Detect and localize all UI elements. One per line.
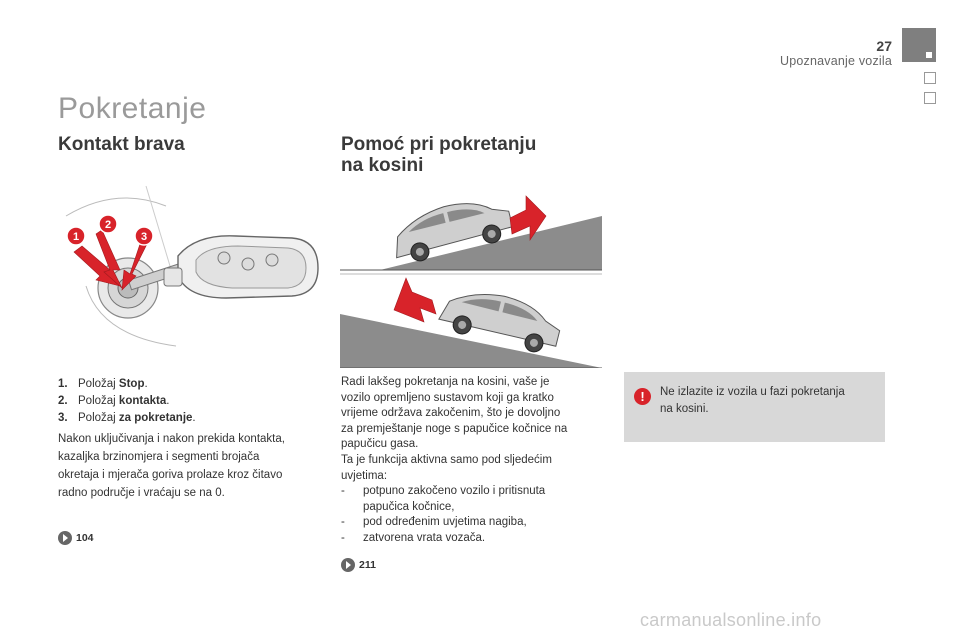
ignition-paragraph: Nakon uključivanja i nakon prekida kontakta, kazaljka brzinomjera i segmenti brojača okretaja i mjerača goriva prolaze kroz čitavo radno područje i vraćaju se na 0.: [58, 433, 285, 499]
warning-text: Ne izlazite iz vozila u fazi pokretanja na kosini.: [660, 386, 845, 415]
callout-1: [67, 227, 85, 245]
warning-box: [624, 372, 885, 442]
key-button-icon: [242, 258, 254, 270]
hill-start-paragraph: Radi lakšeg pokretanja na kosini, vaše je vozilo opremljeno sustavom koji ga kratko vrijeme održava zakočenim, što je dovoljno za premještanje noge s papučice kočnice na papučicu gasa. Ta je funkcija aktivna samo pod sljedećim uvjetima: - potpuno zakočeno vozilo i pritisnuta papučica kočnice, - pod određenim uvjetima nagiba, - zatvorena vrata vozača.: [341, 375, 601, 547]
page-title: Pokretanje: [58, 92, 207, 125]
step-3: 3. Položaj za pokretanje.: [58, 412, 196, 424]
rollback-arrow-icon: [394, 278, 436, 322]
step-1: 1. Položaj Stop.: [58, 378, 148, 390]
key-fob: [164, 236, 318, 298]
callout-3: [135, 227, 153, 245]
unlock-button-icon: [266, 254, 278, 266]
watermark: carmanualsonline.info: [640, 610, 822, 630]
chapter-tab-active[interactable]: [902, 28, 936, 62]
svg-text:1: 1: [72, 231, 80, 243]
page-reference-104[interactable]: 104: [58, 531, 94, 545]
ignition-key-illustration: [56, 176, 328, 368]
uphill-scene: [340, 192, 602, 274]
ignition-barrel: [98, 258, 158, 318]
ignition-steps: [58, 376, 196, 427]
svg-text:2: 2: [104, 219, 112, 231]
chapter-tab-2[interactable]: [924, 72, 936, 84]
section-heading-ignition: Kontakt brava: [58, 134, 185, 155]
tab-marker: [926, 52, 932, 58]
condition-1: - potpuno zakočeno vozilo i pritisnuta: [341, 485, 546, 498]
page-number: 27: [876, 38, 892, 54]
page-link-icon: [58, 531, 72, 545]
warning-icon: !: [634, 388, 651, 405]
callout-2: [99, 215, 117, 233]
page-reference-211[interactable]: 211: [341, 558, 376, 572]
section-heading-hill-start: Pomoć pri pokretanju na kosini: [341, 134, 537, 176]
step-2: 2. Položaj kontakta.: [58, 395, 170, 407]
page-link-icon: [341, 558, 355, 572]
chapter-tab-3[interactable]: [924, 92, 936, 104]
lock-button-icon: [218, 252, 230, 264]
condition-2: - pod određenim uvjetima nagiba,: [341, 516, 527, 529]
downhill-scene: [340, 278, 602, 368]
hill-start-illustration: [340, 182, 602, 368]
condition-3: - zatvorena vrata vozača.: [341, 531, 486, 544]
chapter-title: Upoznavanje vozila: [780, 54, 892, 68]
svg-text:3: 3: [140, 231, 148, 243]
